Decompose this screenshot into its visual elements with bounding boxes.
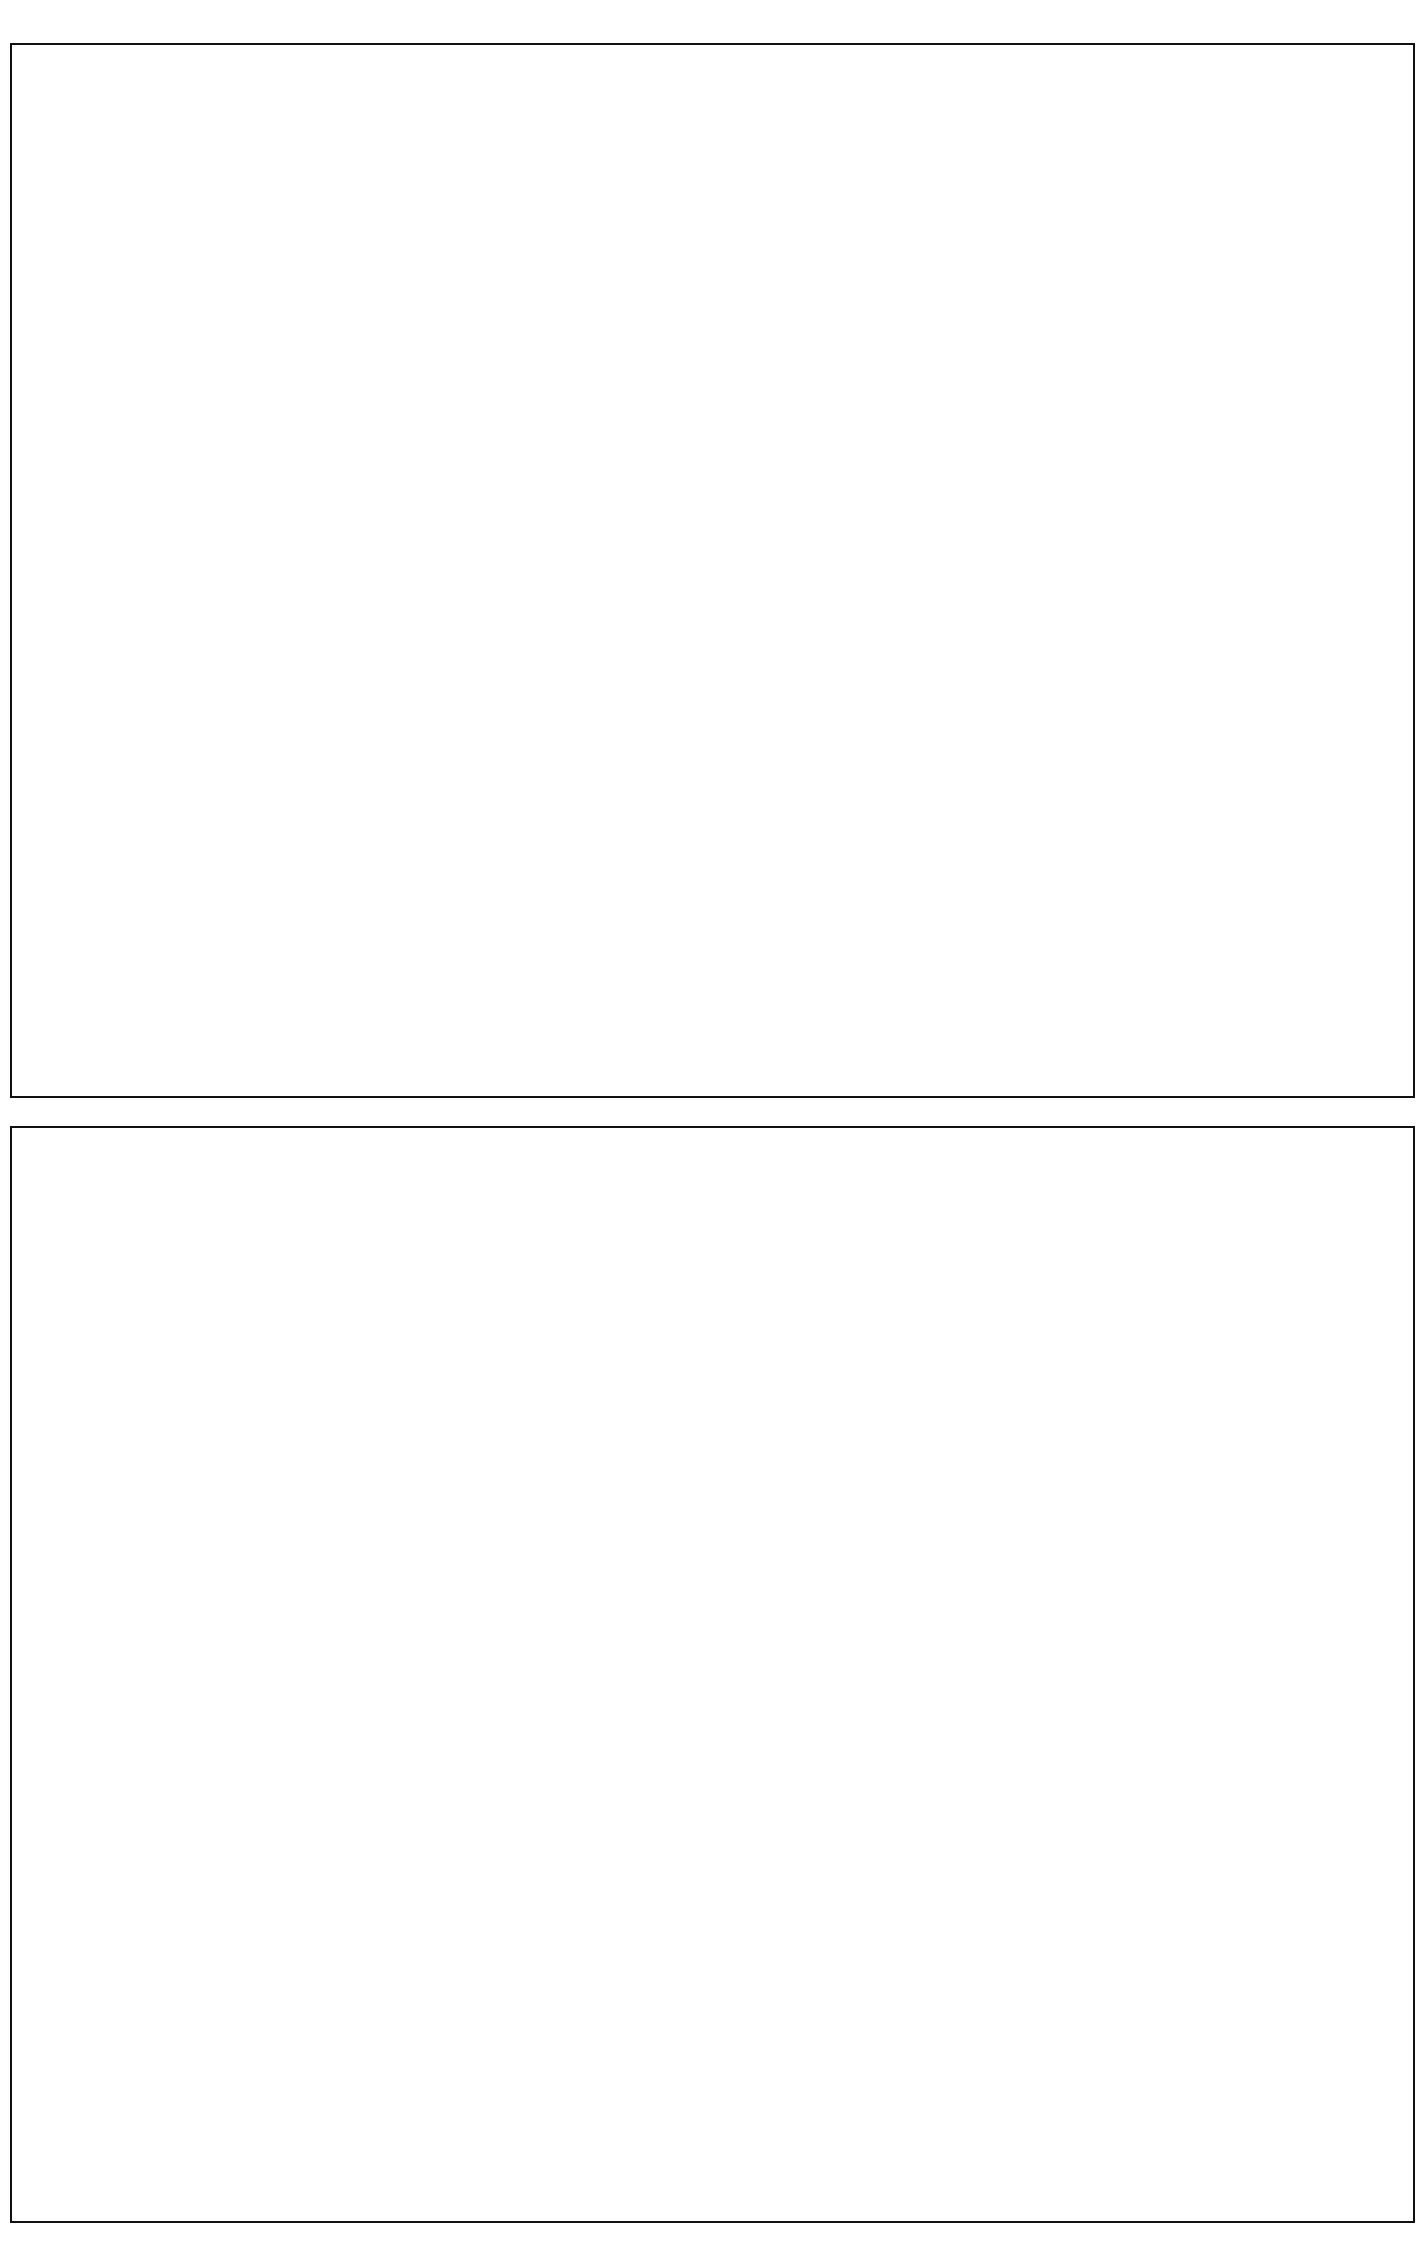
panel2-frame bbox=[10, 1126, 1415, 2223]
panel1-frame bbox=[10, 43, 1415, 1098]
